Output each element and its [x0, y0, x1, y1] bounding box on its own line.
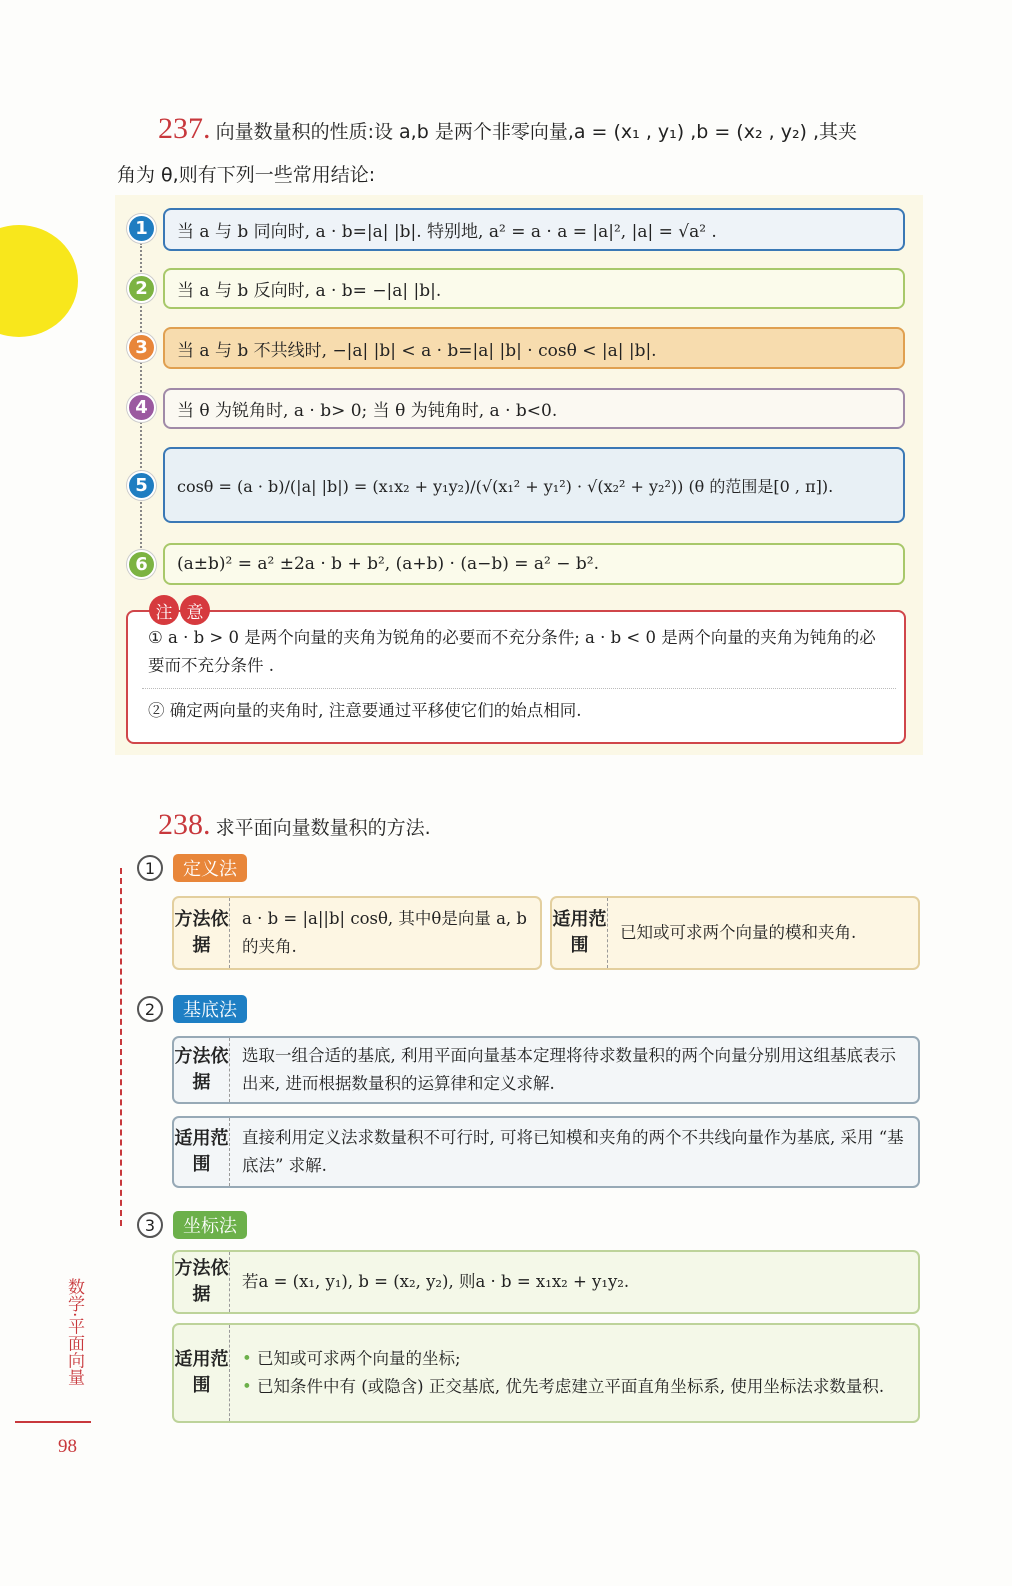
chapter-side-label: 数学·平面向量: [64, 1278, 84, 1386]
scope-list: [230, 1345, 892, 1401]
property-2: 当 a 与 b 反向时, a · b= −|a| |b|.: [163, 268, 905, 309]
section-number: 237.: [158, 112, 211, 145]
page-number: 98: [58, 1436, 77, 1457]
method-3-scope: [172, 1323, 920, 1423]
item-number-5: 5: [127, 471, 156, 500]
item-number-3: 3: [127, 333, 156, 362]
scope-item: • 已知或可求两个向量的坐标;: [242, 1349, 461, 1368]
basis-label: 方法依据: [174, 1252, 230, 1312]
property-6: (a±b)² = a² ±2a · b + b², (a+b) · (a−b) = a² − b².: [163, 543, 905, 585]
method-1-scope: [550, 896, 920, 970]
section-237-heading: [158, 112, 857, 146]
basis-text: 若a = (x₁, y₁), b = (x₂, y₂), 则a · b = x₁x₂ + y₁y₂.: [242, 1272, 630, 1291]
basis-label: 方法依据: [174, 1038, 230, 1102]
note-box: [126, 610, 906, 744]
note-item-2: ② 确定两向量的夹角时, 注意要通过平移使它们的始点相同.: [148, 701, 582, 720]
method-2-basis: [172, 1036, 920, 1104]
note-badge-1: 注: [149, 595, 179, 625]
note-divider: [142, 688, 896, 689]
note-item-1: ① a · b > 0 是两个向量的夹角为锐角的必要而不充分条件; a · b < 0 是两个向量的夹角为钝角的必要而不充分条件 .: [148, 628, 876, 675]
method-number-2: 2: [137, 996, 163, 1022]
scope-label: 适用范围: [552, 898, 608, 968]
property-1: 当 a 与 b 同向时, a · b=|a| |b|. 特别地, a² = a · a = |a|², |a| = √a² .: [163, 208, 905, 251]
basis-text: a · b = |a||b| cosθ, 其中θ是向量 a, b的夹角.: [242, 909, 527, 956]
item-number-4: 4: [127, 393, 156, 422]
method-2-scope: [172, 1116, 920, 1188]
scope-label: 适用范围: [174, 1325, 230, 1421]
section-title: 向量数量积的性质:设 a,b 是两个非零向量,a = (x₁ , y₁) ,b = (x₂ , y₂) ,其夹: [215, 121, 858, 143]
basis-text: 选取一组合适的基底, 利用平面向量基本定理将待求数量积的两个向量分别用这组基底表示出来, 进而根据数量积的运算律和定义求解.: [242, 1046, 896, 1093]
item-number-2: 2: [127, 274, 156, 303]
scope-text: 已知或可求两个向量的模和夹角.: [620, 923, 857, 942]
footer-rule: [15, 1421, 91, 1423]
method-tag-coordinate: 坐标法: [173, 1211, 247, 1239]
scope-label: 适用范围: [174, 1118, 230, 1186]
section-title-cont: 角为 θ,则有下列一些常用结论:: [117, 164, 376, 186]
scope-item: • 已知条件中有 (或隐含) 正交基底, 优先考虑建立平面直角坐标系, 使用坐标法求数量积.: [242, 1377, 885, 1396]
section-title: 求平面向量数量积的方法.: [215, 817, 431, 839]
property-5: cosθ = (a · b)/(|a| |b|) = (x₁x₂ + y₁y₂)/(√(x₁² + y₁²) · √(x₂² + y₂²)) (θ 的范围是[0 , π]).: [163, 447, 905, 523]
scope-text: 直接利用定义法求数量积不可行时, 可将已知模和夹角的两个不共线向量作为基底, 采用 “基底法” 求解.: [242, 1128, 904, 1175]
method-number-3: 3: [137, 1212, 163, 1238]
section-number: 238.: [158, 808, 211, 841]
property-4: 当 θ 为锐角时, a · b> 0; 当 θ 为钝角时, a · b<0.: [163, 388, 905, 429]
basis-label: 方法依据: [174, 898, 230, 968]
method-3-basis: [172, 1250, 920, 1314]
method-connector: [120, 868, 122, 1226]
decorative-yellow-circle: [0, 225, 78, 337]
item-number-1: 1: [127, 214, 156, 243]
method-number-1: 1: [137, 855, 163, 881]
method-1-basis: [172, 896, 542, 970]
item-number-6: 6: [127, 550, 156, 579]
property-3: 当 a 与 b 不共线时, −|a| |b| < a · b=|a| |b| · cosθ < |a| |b|.: [163, 327, 905, 369]
method-tag-definition: 定义法: [173, 854, 247, 882]
method-tag-basis: 基底法: [173, 995, 247, 1023]
note-badge-2: 意: [180, 595, 210, 625]
section-238-heading: [158, 808, 431, 842]
